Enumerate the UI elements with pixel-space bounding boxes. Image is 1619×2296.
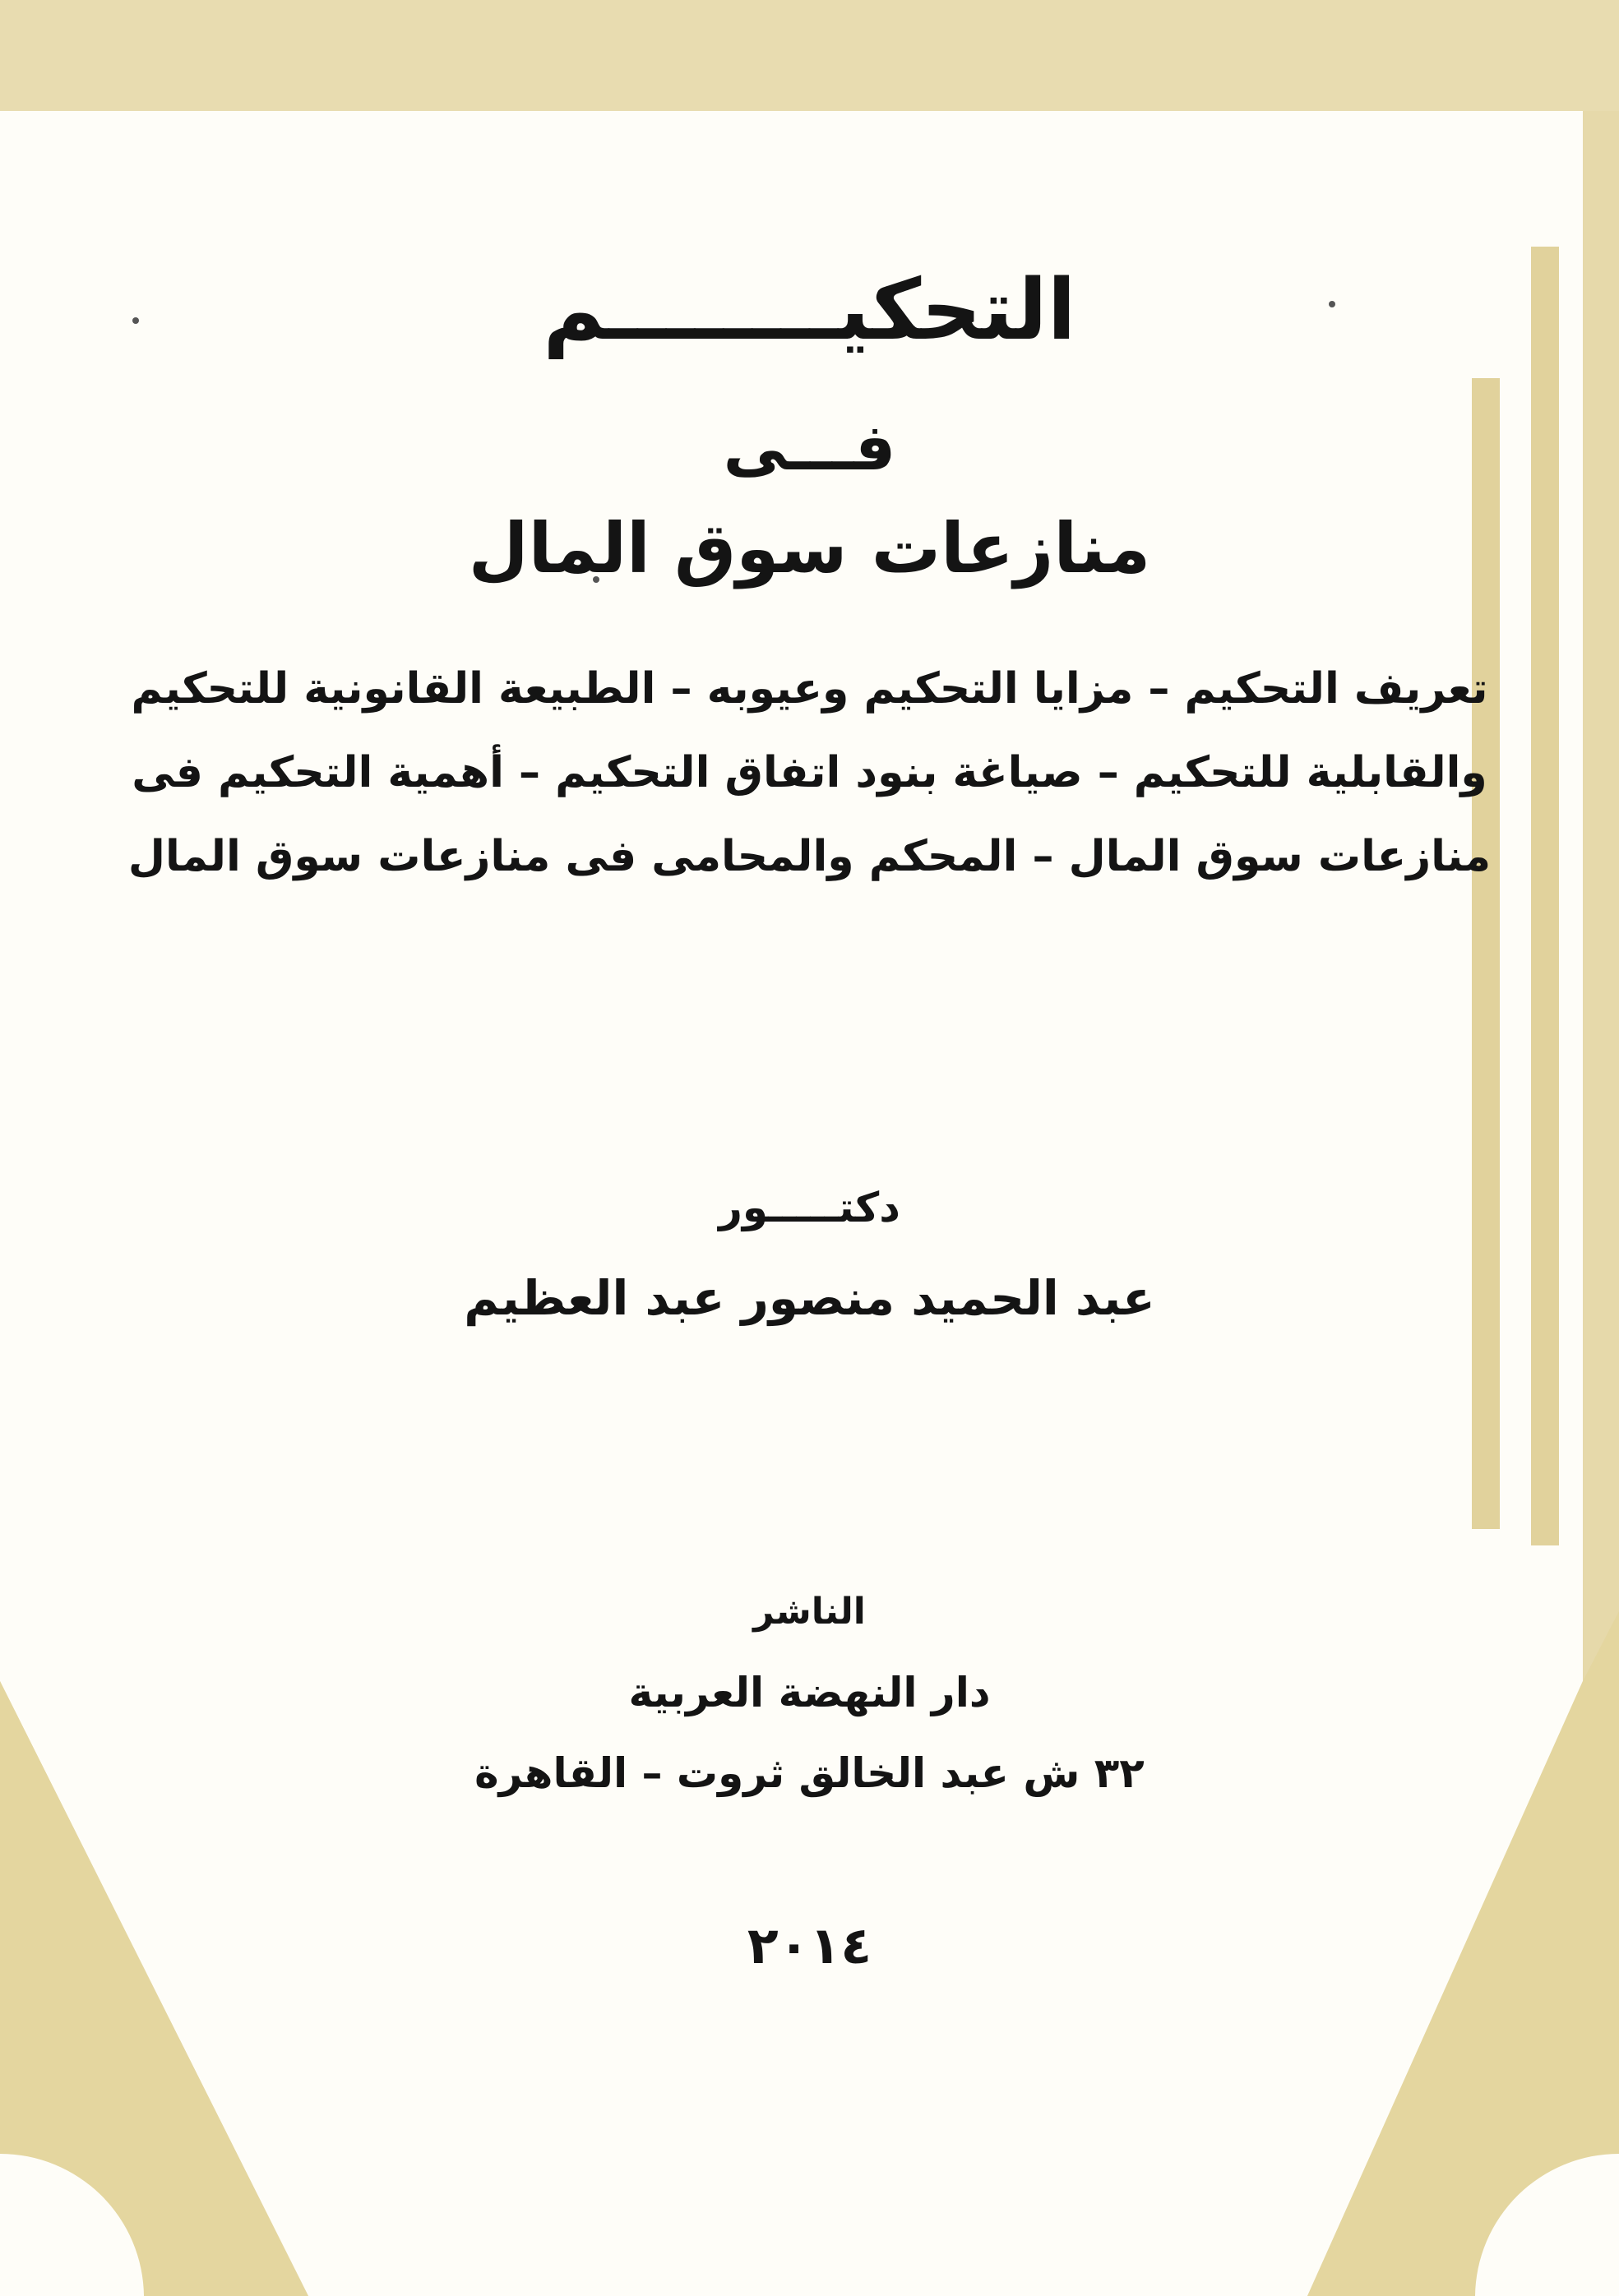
description-line: تعريف التحكيم – مزايا التحكيم وعيوبه – الطبيعة القانونية للتحكيم (131, 664, 1488, 714)
publisher-address: ٣٢ ش عبد الخالق ثروت – القاهرة (474, 1749, 1145, 1797)
description-line: والقابلية للتحكيم – صياغة بنود اتفاق التحكيم – أهمية التحكيم فى (132, 748, 1487, 797)
description-line: منازعات سوق المال – المحكم والمحامى فى منازعات سوق المال (127, 832, 1492, 881)
book-title: التحكيــــــــم (543, 261, 1076, 359)
title-preposition: فـــى (723, 411, 896, 485)
publication-year: ٢٠١٤ (747, 1915, 872, 1975)
publisher-label: الناشر (753, 1591, 866, 1633)
book-subtitle: منازعات سوق المال (468, 508, 1151, 589)
author-name: عبد الحميد منصور عبد العظيم (464, 1270, 1155, 1326)
author-label: دكتـــــور (719, 1184, 900, 1231)
publisher-name: دار النهضة العربية (628, 1669, 991, 1716)
top-band (0, 0, 1619, 111)
